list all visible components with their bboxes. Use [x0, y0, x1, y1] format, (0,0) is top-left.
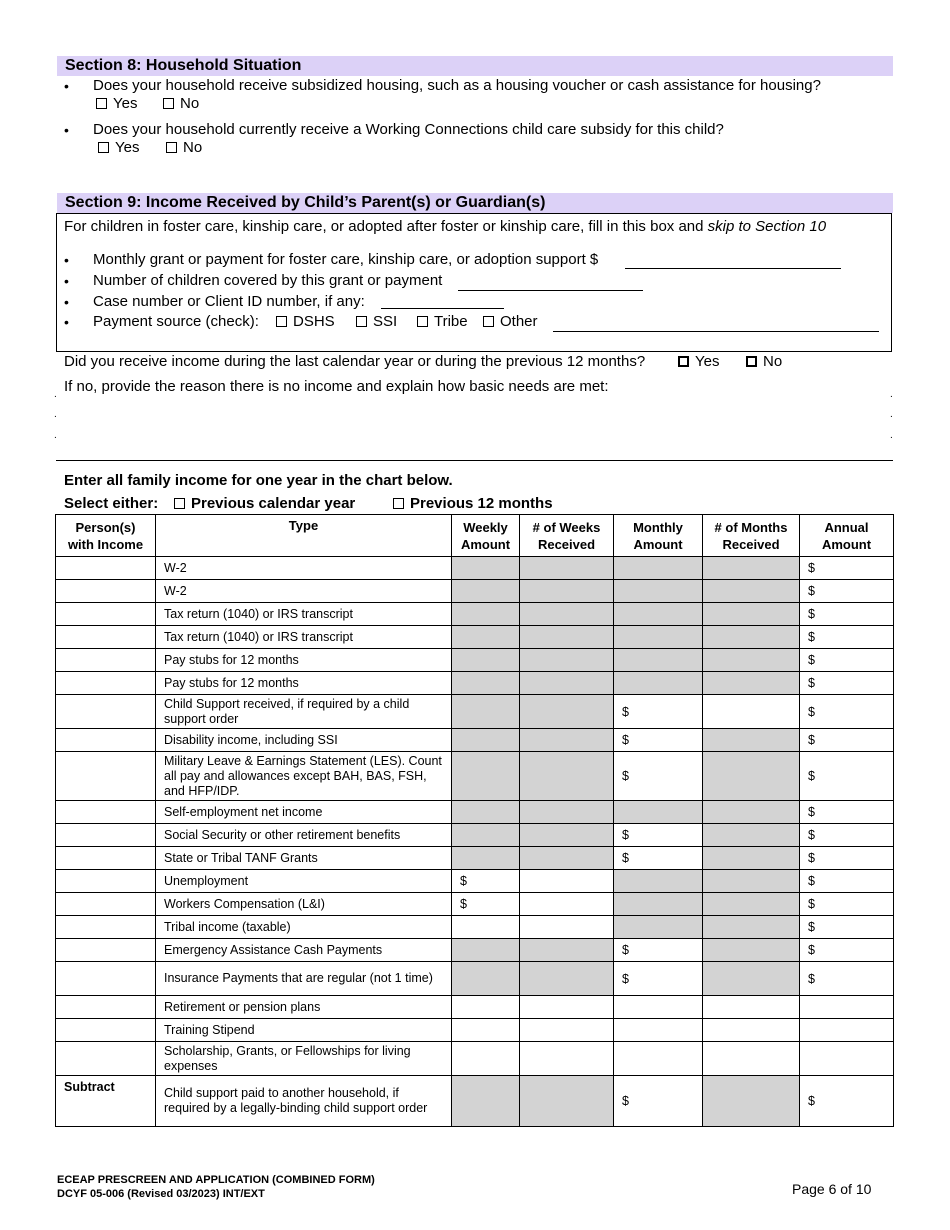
weekly-amount-cell[interactable] — [452, 672, 520, 695]
weeks-received-cell[interactable] — [520, 1042, 614, 1076]
table-row — [56, 695, 894, 729]
type-cell: Insurance Payments that are regular (not 1 time) — [156, 962, 452, 996]
subsidy-no-checkbox[interactable]: No — [166, 139, 202, 157]
header-annual: Annual Amount — [800, 515, 894, 557]
footer-form-id: DCYF 05-006 (Revised 03/2023) INT/EXT — [57, 1188, 265, 1200]
person-cell — [56, 752, 156, 801]
monthly-amount-cell[interactable] — [614, 893, 703, 916]
months-received-cell[interactable] — [703, 824, 800, 847]
income-no-checkbox[interactable]: No — [746, 353, 782, 371]
header-weekly: Weekly Amount — [452, 515, 520, 557]
annual-amount-cell[interactable]: $ — [800, 695, 894, 729]
table-row — [56, 893, 894, 916]
weeks-received-cell[interactable] — [520, 847, 614, 870]
annual-amount-cell[interactable]: $ — [800, 603, 894, 626]
monthly-amount-cell[interactable]: $ — [614, 824, 703, 847]
weeks-received-cell[interactable] — [520, 939, 614, 962]
person-cell — [56, 729, 156, 752]
monthly-amount-cell[interactable] — [614, 1042, 703, 1076]
type-cell: Child Support received, if required by a child support order — [156, 695, 452, 729]
person-cell — [56, 672, 156, 695]
monthly-amount-cell[interactable]: $ — [614, 729, 703, 752]
footer-form-name: ECEAP PRESCREEN AND APPLICATION (COMBINED FORM) — [57, 1174, 375, 1186]
weeks-received-cell[interactable] — [520, 893, 614, 916]
months-received-cell[interactable] — [703, 1019, 800, 1042]
annual-amount-cell[interactable]: $ — [800, 729, 894, 752]
monthly-amount-cell[interactable]: $ — [614, 962, 703, 996]
bullet-icon: • — [64, 294, 69, 310]
table-row — [56, 824, 894, 847]
annual-amount-cell[interactable]: $ — [800, 847, 894, 870]
checkbox-icon — [96, 98, 107, 109]
type-cell: Self-employment net income — [156, 801, 452, 824]
case-number-field[interactable] — [381, 308, 504, 309]
table-row — [56, 626, 894, 649]
person-cell — [56, 893, 156, 916]
type-cell: Emergency Assistance Cash Payments — [156, 939, 452, 962]
annual-amount-cell[interactable]: $ — [800, 1076, 894, 1127]
type-cell: Tribal income (taxable) — [156, 916, 452, 939]
table-row — [56, 1019, 894, 1042]
checkbox-icon — [163, 98, 174, 109]
table-row — [56, 916, 894, 939]
monthly-amount-cell[interactable]: $ — [614, 847, 703, 870]
section8-title: Section 8: Household Situation — [57, 56, 893, 76]
prev-12-months-checkbox[interactable]: Previous 12 months — [393, 495, 553, 513]
weekly-amount-cell[interactable] — [452, 695, 520, 729]
person-cell — [56, 649, 156, 672]
section8-question-1: Does your household receive subsidized housing, such as a housing voucher or cash assistance for housing? — [93, 77, 821, 94]
table-row — [56, 962, 894, 996]
checkbox-icon — [417, 316, 428, 327]
table-row — [56, 1076, 894, 1127]
months-received-cell[interactable] — [703, 962, 800, 996]
annual-amount-cell[interactable] — [800, 996, 894, 1019]
person-cell — [56, 580, 156, 603]
monthly-amount-cell[interactable]: $ — [614, 752, 703, 801]
table-row — [56, 1042, 894, 1076]
checkbox-icon — [174, 498, 185, 509]
header-weeks: # of Weeks Received — [520, 515, 614, 557]
annual-amount-cell[interactable]: $ — [800, 557, 894, 580]
weekly-amount-cell[interactable] — [452, 603, 520, 626]
table-row — [56, 557, 894, 580]
weeks-received-cell[interactable] — [520, 580, 614, 603]
foster-grant-field[interactable] — [625, 268, 841, 269]
person-cell — [56, 847, 156, 870]
weeks-received-cell[interactable] — [520, 557, 614, 580]
type-cell: W-2 — [156, 557, 452, 580]
weekly-amount-cell[interactable] — [452, 939, 520, 962]
person-cell — [56, 801, 156, 824]
weeks-received-cell[interactable] — [520, 996, 614, 1019]
weeks-received-cell[interactable] — [520, 626, 614, 649]
months-received-cell[interactable] — [703, 649, 800, 672]
children-covered-field[interactable] — [458, 290, 643, 291]
header-type: Type — [156, 515, 452, 557]
header-person: Person(s) with Income — [56, 515, 156, 557]
header-monthly: Monthly Amount — [614, 515, 703, 557]
weekly-amount-cell[interactable] — [452, 996, 520, 1019]
case-number-label: Case number or Client ID number, if any: — [93, 293, 365, 310]
person-cell — [56, 962, 156, 996]
bullet-icon: • — [64, 78, 69, 94]
income-yes-checkbox[interactable]: Yes — [678, 353, 719, 371]
chart-intro: Enter all family income for one year in the chart below. — [64, 472, 453, 489]
weekly-amount-cell[interactable]: $ — [452, 870, 520, 893]
weekly-amount-cell[interactable] — [452, 580, 520, 603]
table-row — [56, 649, 894, 672]
table-row — [56, 847, 894, 870]
monthly-amount-cell[interactable] — [614, 557, 703, 580]
no-income-reason-label: If no, provide the reason there is no income and explain how basic needs are met: — [64, 378, 609, 395]
weekly-amount-cell[interactable] — [452, 752, 520, 801]
annual-amount-cell[interactable]: $ — [800, 824, 894, 847]
months-received-cell[interactable] — [703, 603, 800, 626]
person-cell — [56, 939, 156, 962]
type-cell: Pay stubs for 12 months — [156, 672, 452, 695]
months-received-cell[interactable] — [703, 1042, 800, 1076]
person-cell — [56, 916, 156, 939]
section8-question-2: Does your household currently receive a Working Connections child care subsidy for this child? — [93, 121, 724, 138]
bullet-icon: • — [64, 122, 69, 138]
weekly-amount-cell[interactable] — [452, 847, 520, 870]
annual-amount-cell[interactable]: $ — [800, 672, 894, 695]
section9-title: Section 9: Income Received by Child’s Parent(s) or Guardian(s) — [57, 193, 893, 213]
type-cell: Unemployment — [156, 870, 452, 893]
weekly-amount-cell[interactable] — [452, 801, 520, 824]
no-income-reason-field[interactable] — [56, 392, 893, 461]
weeks-received-cell[interactable] — [520, 1076, 614, 1127]
annual-amount-cell[interactable]: $ — [800, 580, 894, 603]
person-cell — [56, 824, 156, 847]
checkbox-icon — [393, 498, 404, 509]
person-cell — [56, 870, 156, 893]
annual-amount-cell[interactable] — [800, 1042, 894, 1076]
weeks-received-cell[interactable] — [520, 603, 614, 626]
weeks-received-cell[interactable] — [520, 729, 614, 752]
weekly-amount-cell[interactable]: $ — [452, 893, 520, 916]
months-received-cell[interactable] — [703, 695, 800, 729]
months-received-cell[interactable] — [703, 626, 800, 649]
source-ssi-checkbox[interactable]: SSI — [356, 313, 397, 331]
weekly-amount-cell[interactable] — [452, 649, 520, 672]
person-cell — [56, 626, 156, 649]
income-table — [55, 514, 894, 1127]
type-cell: Pay stubs for 12 months — [156, 649, 452, 672]
table-row — [56, 603, 894, 626]
type-cell: Military Leave & Earnings Statement (LES). Count all pay and allowances except BAH, BAS, FSH, and HFP/IDP. — [156, 752, 452, 801]
months-received-cell[interactable] — [703, 729, 800, 752]
monthly-amount-cell[interactable] — [614, 916, 703, 939]
annual-amount-cell[interactable]: $ — [800, 870, 894, 893]
housing-yes-checkbox[interactable]: Yes — [96, 95, 137, 113]
annual-amount-cell[interactable]: $ — [800, 962, 894, 996]
months-received-cell[interactable] — [703, 580, 800, 603]
monthly-amount-cell[interactable]: $ — [614, 939, 703, 962]
footer-form-info — [57, 1173, 375, 1201]
type-cell: Training Stipend — [156, 1019, 452, 1042]
weekly-amount-cell[interactable] — [452, 962, 520, 996]
weekly-amount-cell[interactable] — [452, 1042, 520, 1076]
monthly-amount-cell[interactable] — [614, 603, 703, 626]
type-cell: Social Security or other retirement benefits — [156, 824, 452, 847]
monthly-amount-cell[interactable] — [614, 870, 703, 893]
table-row — [56, 801, 894, 824]
type-cell: W-2 — [156, 580, 452, 603]
months-received-cell[interactable] — [703, 801, 800, 824]
weeks-received-cell[interactable] — [520, 695, 614, 729]
weeks-received-cell[interactable] — [520, 962, 614, 996]
table-row — [56, 672, 894, 695]
annual-amount-cell[interactable]: $ — [800, 939, 894, 962]
weekly-amount-cell[interactable] — [452, 916, 520, 939]
source-tribe-checkbox[interactable]: Tribe — [417, 313, 468, 331]
annual-amount-cell[interactable]: $ — [800, 649, 894, 672]
annual-amount-cell[interactable] — [800, 1019, 894, 1042]
weekly-amount-cell[interactable] — [452, 1019, 520, 1042]
page-number: Page 6 of 10 — [792, 1181, 872, 1197]
checkbox-icon — [356, 316, 367, 327]
weeks-received-cell[interactable] — [520, 1019, 614, 1042]
monthly-amount-cell[interactable] — [614, 626, 703, 649]
header-months: # of Months Received — [703, 515, 800, 557]
checkbox-icon — [746, 356, 757, 367]
type-cell: Tax return (1040) or IRS transcript — [156, 603, 452, 626]
monthly-amount-cell[interactable] — [614, 801, 703, 824]
annual-amount-cell[interactable]: $ — [800, 626, 894, 649]
payment-source-label: Payment source (check): — [93, 313, 259, 330]
weekly-amount-cell[interactable] — [452, 626, 520, 649]
months-received-cell[interactable] — [703, 847, 800, 870]
type-cell: Workers Compensation (L&I) — [156, 893, 452, 916]
person-cell — [56, 1042, 156, 1076]
source-dshs-checkbox[interactable]: DSHS — [276, 313, 335, 331]
bullet-icon: • — [64, 273, 69, 289]
source-other-checkbox[interactable]: Other — [483, 313, 538, 331]
months-received-cell[interactable] — [703, 557, 800, 580]
monthly-amount-cell[interactable] — [614, 996, 703, 1019]
weeks-received-cell[interactable] — [520, 801, 614, 824]
weeks-received-cell[interactable] — [520, 752, 614, 801]
weeks-received-cell[interactable] — [520, 672, 614, 695]
select-either-label: Select either: — [64, 495, 159, 512]
checkbox-icon — [166, 142, 177, 153]
annual-amount-cell[interactable]: $ — [800, 801, 894, 824]
weeks-received-cell[interactable] — [520, 649, 614, 672]
checkbox-icon — [276, 316, 287, 327]
weekly-amount-cell[interactable] — [452, 557, 520, 580]
foster-intro: For children in foster care, kinship care, or adopted after foster or kinship care, fill in this box and skip to Section 10 — [64, 218, 827, 235]
type-cell: State or Tribal TANF Grants — [156, 847, 452, 870]
annual-amount-cell[interactable]: $ — [800, 893, 894, 916]
weeks-received-cell[interactable] — [520, 824, 614, 847]
monthly-amount-cell[interactable] — [614, 580, 703, 603]
months-received-cell[interactable] — [703, 752, 800, 801]
table-row — [56, 752, 894, 801]
months-received-cell[interactable] — [703, 870, 800, 893]
annual-amount-cell[interactable]: $ — [800, 752, 894, 801]
type-cell: Scholarship, Grants, or Fellowships for living expenses — [156, 1042, 452, 1076]
months-received-cell[interactable] — [703, 893, 800, 916]
table-row — [56, 996, 894, 1019]
months-received-cell[interactable] — [703, 916, 800, 939]
weekly-amount-cell[interactable] — [452, 729, 520, 752]
checkbox-icon — [98, 142, 109, 153]
person-cell — [56, 996, 156, 1019]
type-cell: Tax return (1040) or IRS transcript — [156, 626, 452, 649]
table-row — [56, 870, 894, 893]
person-cell — [56, 695, 156, 729]
months-received-cell[interactable] — [703, 939, 800, 962]
monthly-amount-cell[interactable] — [614, 649, 703, 672]
weekly-amount-cell[interactable] — [452, 824, 520, 847]
table-row — [56, 580, 894, 603]
checkbox-icon — [678, 356, 689, 367]
source-other-field[interactable] — [553, 331, 879, 332]
bullet-icon: • — [64, 314, 69, 330]
months-received-cell[interactable] — [703, 1076, 800, 1127]
type-cell: Child support paid to another household, if required by a legally-binding child support order — [156, 1076, 452, 1127]
subsidy-yes-checkbox[interactable]: Yes — [98, 139, 139, 157]
type-cell: Disability income, including SSI — [156, 729, 452, 752]
foster-grant-label: Monthly grant or payment for foster care, kinship care, or adoption support $ — [93, 251, 599, 268]
income-question: Did you receive income during the last calendar year or during the previous 12 months? — [64, 353, 646, 370]
monthly-amount-cell[interactable] — [614, 1019, 703, 1042]
monthly-amount-cell[interactable]: $ — [614, 1076, 703, 1127]
housing-no-checkbox[interactable]: No — [163, 95, 199, 113]
person-cell — [56, 557, 156, 580]
checkbox-icon — [483, 316, 494, 327]
type-cell: Retirement or pension plans — [156, 996, 452, 1019]
weeks-received-cell[interactable] — [520, 870, 614, 893]
monthly-amount-cell[interactable]: $ — [614, 695, 703, 729]
table-row — [56, 729, 894, 752]
bullet-icon: • — [64, 252, 69, 268]
person-cell: Subtract — [56, 1076, 156, 1127]
person-cell — [56, 1019, 156, 1042]
children-covered-label: Number of children covered by this grant or payment — [93, 272, 443, 289]
months-received-cell[interactable] — [703, 672, 800, 695]
months-received-cell[interactable] — [703, 996, 800, 1019]
person-cell — [56, 603, 156, 626]
monthly-amount-cell[interactable] — [614, 672, 703, 695]
table-row — [56, 939, 894, 962]
weekly-amount-cell[interactable] — [452, 1076, 520, 1127]
prev-calendar-year-checkbox[interactable]: Previous calendar year — [174, 495, 355, 513]
annual-amount-cell[interactable]: $ — [800, 916, 894, 939]
weeks-received-cell[interactable] — [520, 916, 614, 939]
